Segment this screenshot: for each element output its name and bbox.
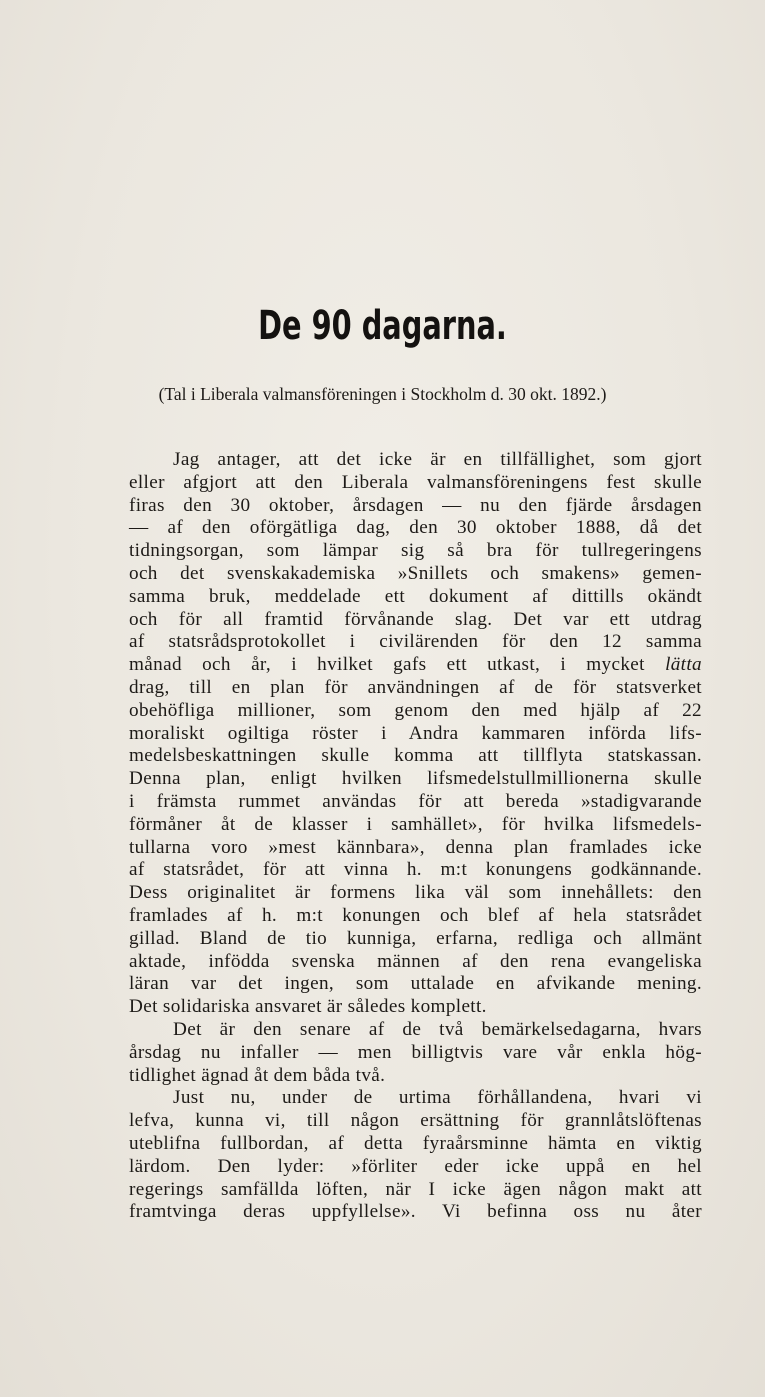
text-line: lefva, kunna vi, till någon ersättning för grannlåtslöftenas [129, 1110, 702, 1132]
text-line: — af den oförgätliga dag, den 30 oktober 1888, då det [129, 517, 702, 539]
text-line: regerings samfällda löften, när I icke ägen någon makt att [129, 1178, 702, 1200]
text-line: årsdag nu infaller — men billigtvis vare vår enkla hög- [129, 1041, 702, 1063]
text-line: Denna plan, enligt hvilken lifsmedelstullmillionerna skulle [129, 768, 702, 790]
text-line: medelsbeskattningen skulle komma att tillflyta statskassan. [129, 745, 702, 767]
text-line: af statsrådsprotokollet i civilärenden för den 12 samma [129, 631, 702, 653]
chapter-title: De 90 dagarna. [258, 303, 507, 349]
text-line: af statsrådet, för att vinna h. m:t konungens godkännande. [129, 859, 702, 881]
text-line: samma bruk, meddelade ett dokument af dittills okändt [129, 585, 702, 607]
text-line: månad och år, i hvilket gafs ett utkast, i mycket lätta [129, 654, 702, 676]
body-text [129, 449, 702, 1224]
text-line: gillad. Bland de tio kunniga, erfarna, redliga och allmänt [129, 927, 702, 949]
text-line: firas den 30 oktober, årsdagen — nu den fjärde årsdagen [129, 494, 702, 516]
text-line: moraliskt ogiltiga röster i Andra kammaren införda lifs- [129, 722, 702, 744]
text-line: framtvinga deras uppfyllelse». Vi befinna oss nu åter [129, 1201, 702, 1223]
text-line: obehöfliga millioner, som genom den med hjälp af 22 [129, 699, 702, 721]
text-line: Dess originalitet är formens lika väl som innehållets: den [129, 882, 702, 904]
text-line: aktade, infödda svenska männen af den rena evangeliska [129, 950, 702, 972]
text-line: Det är den senare af de två bemärkelsedagarna, hvars [173, 1018, 702, 1040]
text-line: och för all framtid förvånande slag. Det var ett utdrag [129, 608, 702, 630]
text-line: Jag antager, att det icke är en tillfällighet, som gjort [173, 449, 702, 470]
chapter-subtitle: (Tal i Liberala valmansföreningen i Stockholm d. 30 okt. 1892.) [158, 384, 607, 404]
text-line: framlades af h. m:t konungen och blef af hela statsrådet [129, 904, 702, 926]
text-line: och det svenskakademiska »Snillets och smakens» gemen- [129, 562, 702, 584]
text-line: förmåner åt de klasser i samhället», för hvilka lifsmedels- [129, 813, 702, 835]
text-line: Det solidariska ansvaret är således komplett. [129, 996, 487, 1018]
text-line: i främsta rummet användas för att bereda »stadigvarande [129, 790, 702, 812]
emphasis: lätta [665, 654, 702, 676]
text-line: lärdom. Den lyder: »förliter eder icke uppå en hel [129, 1155, 702, 1177]
text-line: drag, till en plan för användningen af de för statsverket [129, 676, 702, 698]
text-line: tidlighet ägnad åt dem båda två. [129, 1064, 386, 1086]
text-line: läran var det ingen, som uttalade en afvikande mening. [129, 973, 702, 995]
text-line: tidningsorgan, som lämpar sig så bra för tullregeringens [129, 540, 702, 562]
text-line: tullarna voro »mest kännbara», denna plan framlades icke [129, 836, 702, 858]
text-line: eller afgjort att den Liberala valmansföreningens fest skulle [129, 471, 702, 493]
text-line: Just nu, under de urtima förhållandena, hvari vi [173, 1087, 702, 1109]
text-line: uteblifna fullbordan, af detta fyraårsminne hämta en viktig [129, 1132, 702, 1154]
